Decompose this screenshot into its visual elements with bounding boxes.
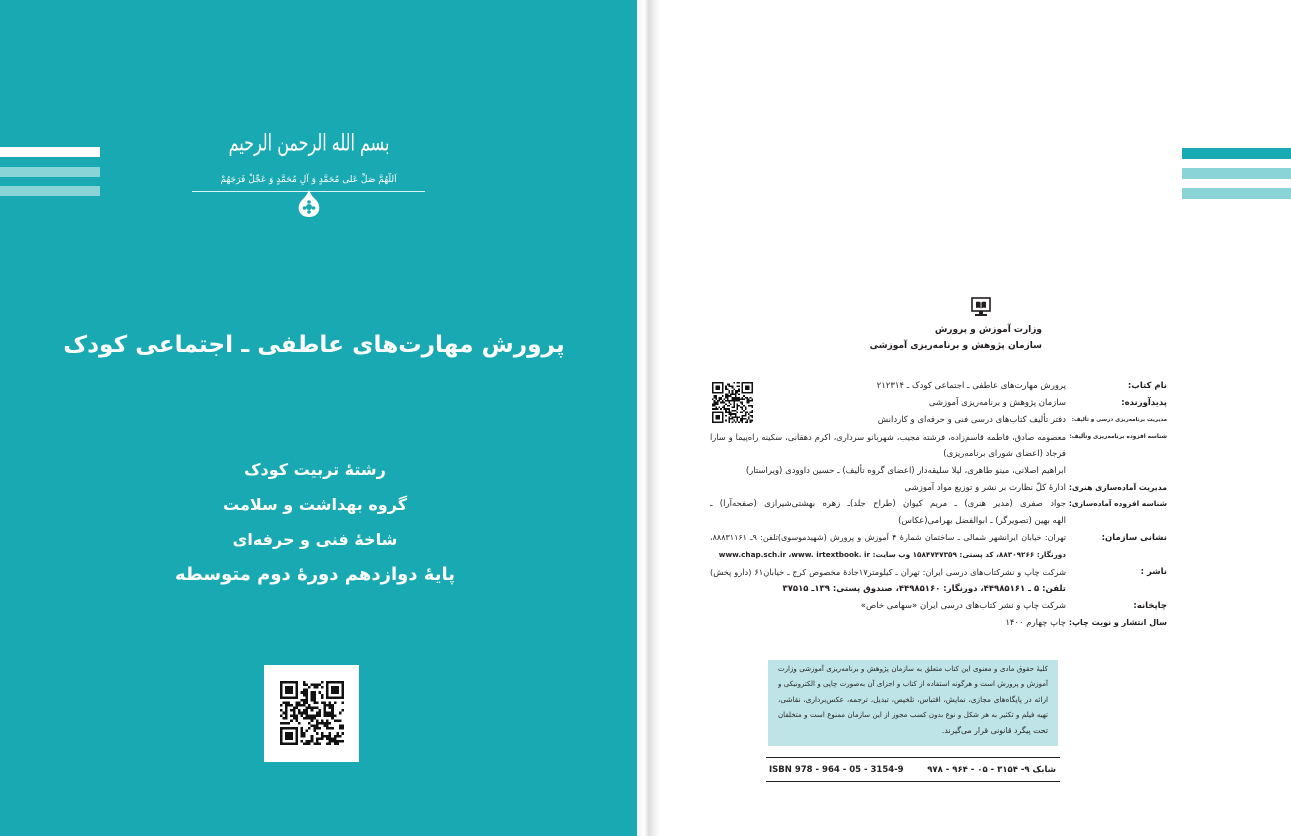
- imprint-stripe-teal: [1182, 148, 1291, 159]
- info-value-line: دورنگار: ۸۸۳۰۹۲۶۶، کد پستی: ۱۵۸۴۷۴۷۳۵۹ وب سایت: www.chap.sch.ir ،www. irtextbook. ir: [718, 550, 1066, 560]
- info-value-line: سازمان پژوهش و برنامه‌ریزی آموزشی: [928, 397, 1066, 408]
- info-row-authors: [710, 429, 1167, 480]
- ministry-heading: [842, 322, 1042, 354]
- subtitle-field: رشتهٔ تربیت کودک: [244, 460, 386, 479]
- info-value-line: دفتر تألیف کتاب‌های درسی فنی و حرفه‌ای و کاردانش: [877, 414, 1066, 425]
- imprint-page: [652, 0, 1291, 836]
- info-label: شناسه افزوده برنامه‌ریزی وتألیف:: [1069, 433, 1167, 440]
- info-value-line: چاپ چهارم ۱۴۰۰: [1005, 617, 1066, 628]
- cover-stripe-light: [0, 167, 100, 177]
- info-row-creator: [710, 395, 1167, 412]
- subtitle-block: [115, 452, 515, 592]
- isbn-divider: [766, 781, 1060, 782]
- organization-name: سازمان پژوهش و برنامه‌ریزی آموزشی: [869, 341, 1042, 351]
- info-label: ناشر :: [1140, 567, 1167, 578]
- notice-line: تهیه فیلم و تکثیر به هر شکل و نوع بدون کسب مجوز از این سازمان ممنوع است و متخلفان: [778, 710, 1048, 720]
- info-value-line: پرورش مهارت‌های عاطفی ـ اجتماعی کودک ـ ۲۱۲۳۱۴: [876, 381, 1066, 391]
- isbn-divider: [766, 757, 1060, 758]
- info-value: [710, 496, 1066, 530]
- info-value: [710, 530, 1066, 564]
- info-value: [710, 615, 1066, 632]
- floral-ornament-icon: [291, 188, 327, 218]
- info-label: مدیریت برنامه‌ریزی درسی و تألیف:: [1071, 416, 1167, 423]
- info-row-edition: [710, 615, 1167, 632]
- info-row-printer: [710, 598, 1167, 615]
- qr-code-icon: [280, 681, 344, 745]
- info-label: پدیدآورنده:: [1121, 397, 1167, 408]
- info-value-line: جواد صفری (مدیر هنری) ـ مریم کیوان (طراح جلد)ـ زهره بهشتی‌شیرازی (صفحه‌آرا) ـ: [710, 499, 1066, 510]
- subtitle-grade: پایهٔ دوازدهم دورهٔ دوم متوسطه: [174, 564, 455, 585]
- info-value-line: ادارهٔ کلّ نظارت بر نشر و توزیع مواد آموزشی: [904, 482, 1066, 493]
- info-value: [710, 429, 1066, 480]
- info-value: [710, 598, 1066, 615]
- notice-line: کلیهٔ حقوق مادی و معنوی این کتاب متعلق به سازمان پژوهش و برنامه‌ریزی آموزشی وزارت: [778, 664, 1048, 673]
- salawat-line: اَللّهُمَّ صَلِّ عَلی مُحَمَّدٍ وَ آلِ مُحَمَّدٍ وَ عَجِّلْ فَرَجَهُمْ: [220, 175, 397, 185]
- imprint-stripe-light: [1182, 168, 1291, 179]
- info-value: [710, 564, 1066, 598]
- info-value-line: شرکت چاپ و نشرکتاب‌های درسی ایران: تهران ـ کیلومتر۱۷جادهٔ مخصوص کرج ـ خیابان۶۱ (دارو پخش): [710, 567, 1066, 578]
- cover-stripe-white: [0, 147, 100, 157]
- info-value-line: فرجاد (اعضای شورای برنامه‌ریزی): [943, 448, 1066, 459]
- info-value: [710, 378, 1066, 395]
- subtitle-branch: شاخهٔ فنی و حرفه‌ای: [232, 530, 398, 549]
- cover-stripe-light: [0, 186, 100, 196]
- basmala-calligraphy: بسم الله الرحمن الرحیم: [228, 128, 390, 157]
- book-title: پرورش مهارت‌های عاطفی ـ اجتماعی کودک: [63, 331, 565, 358]
- info-value-line: تهران: خیابان ایرانشهر شمالی ـ ساختمان شمارهٔ ۴ آموزش و پرورش (شهیدموسوی)تلفن: ۹ـ ۸۸۸۳۱۱۶۱،: [710, 533, 1066, 543]
- imprint-info-table: [710, 378, 1167, 632]
- info-label: مدیریت آماده‌سازی هنری:: [1069, 482, 1167, 492]
- cover-qr-frame: [264, 665, 359, 762]
- notice-line: تحت پیگرد قانونی قرار می‌گیرند.: [941, 725, 1048, 735]
- copyright-notice: [768, 660, 1058, 746]
- info-label: نشانی سازمان:: [1101, 533, 1167, 544]
- info-value: [710, 480, 1066, 497]
- info-value-line: شرکت چاپ و نشر کتاب‌های درسی ایران «سهامی خاص»: [860, 600, 1066, 611]
- subtitle-group: گروه بهداشت و سلامت: [223, 495, 407, 514]
- notice-line: ارائه در پایگاه‌های مجازی، نمایش، اقتباس، تلخیص، تبدیل، ترجمه، عکس‌برداری، نقاشی،: [778, 694, 1048, 704]
- info-value-line: تلفن: ۵ ـ ۴۴۹۸۵۱۶۱، دورنگار: ۴۴۹۸۵۱۶۰، صندوق پستی: ۱۳۹ـ ۳۷۵۱۵: [782, 584, 1066, 595]
- info-label: شناسه افزوده آماده‌سازی:: [1069, 499, 1167, 509]
- info-label: چاپخانه:: [1133, 600, 1167, 611]
- imprint-stripe-light: [1182, 188, 1291, 199]
- notice-line: آموزش و پرورش است و هرگونه استفاده از کتاب و اجزای آن به‌صورت چاپی و الکترونیکی و: [778, 679, 1048, 689]
- info-value-line: الهه بهین (تصویرگر) ـ ابوالفضل بهرامی(عکاس): [898, 516, 1066, 527]
- ministry-name: وزارت آموزش و پرورش: [934, 325, 1042, 335]
- info-value: [710, 412, 1066, 429]
- info-row-curriculum-management: [710, 412, 1167, 429]
- info-label: نام کتاب:: [1127, 381, 1167, 391]
- info-row-art-management: [710, 480, 1167, 497]
- book-monitor-icon: [970, 296, 992, 318]
- info-label: سال انتشار و نوبت چاپ:: [1069, 617, 1167, 627]
- info-row-address: [710, 530, 1167, 564]
- info-row-publisher: [710, 564, 1167, 598]
- isbn-persian: شابک ۹- ۳۱۵۴ - ۰۵ - ۹۶۴ - ۹۷۸: [927, 765, 1056, 775]
- info-row-art-credits: [710, 496, 1167, 530]
- isbn-latin: ISBN 978 - 964 - 05 - 3154-9: [769, 765, 904, 775]
- cover-page: [0, 0, 637, 836]
- info-value-line: معصومه صادق، فاطمه قاسم‌زاده، فرشته مجیب، شهربانو سرداری، اکرم دهقانی، سکینه راه‌پیما و سارا: [710, 431, 1066, 442]
- info-value: [710, 395, 1066, 412]
- info-value-line: ابراهیم اصلانی، مینو طاهری، لیلا سلیقه‌دار (اعضای گروه تألیف) ـ حسین داوودی (ویراستار): [745, 465, 1066, 476]
- info-row-book-name: [710, 378, 1167, 395]
